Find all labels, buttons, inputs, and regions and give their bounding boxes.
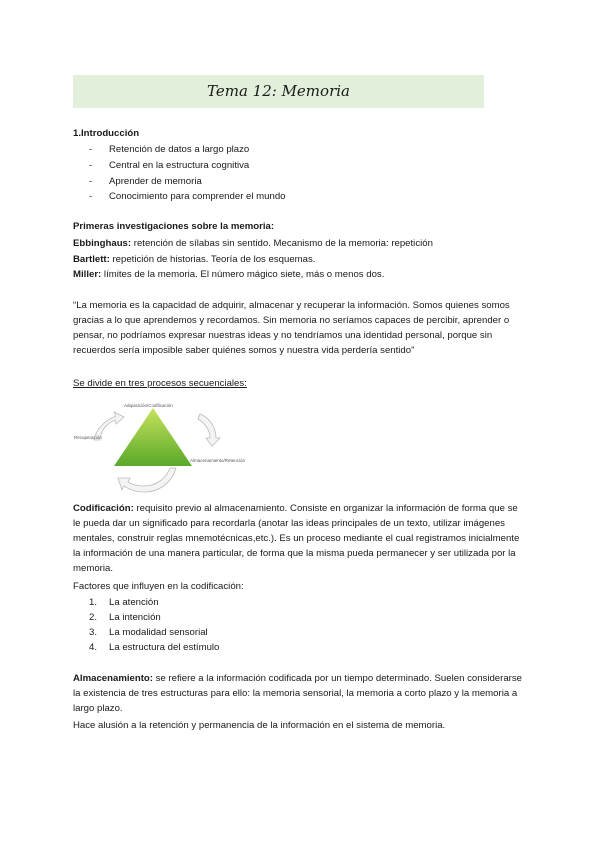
factor-number: 2.	[89, 612, 98, 623]
memoria-quote: “La memoria es la capacidad de adquirir, almacenar y recuperar la información. Somos quienes somos gracias a lo que aprendemos y recordamos. Sin memoria no seríamos capaces de percibir, aprender o pensar, no podríamos expresar nuestras ideas y no tendríamos una identidad personal, porque sin recuerdos sería imposible saber quiénes somos y nuestra vida perdería sentido”	[73, 300, 510, 356]
codificacion-paragraph	[73, 501, 523, 576]
author-name: Miller:	[73, 269, 102, 280]
procesos-diagram	[72, 398, 246, 494]
factor-item: La intención	[109, 612, 161, 623]
list-item: Central en la estructura cognitiva	[109, 160, 250, 171]
process-triangle	[114, 408, 192, 466]
almacenamiento-paragraph	[73, 671, 523, 716]
factor-number: 3.	[89, 627, 98, 638]
investigacion-ebbinghaus	[73, 237, 433, 251]
list-bullet: -	[89, 144, 93, 155]
list-item: Retención de datos a largo plazo	[109, 144, 250, 155]
investigaciones-heading: Primeras investigaciones sobre la memoria:	[73, 221, 275, 232]
almacenamiento-text: se refiere a la información codificada por un tiempo determinado. Suelen considerarse la existencia de tres estructuras para ello: la memoria sensorial, la memoria a corto plazo y la memoria a largo plazo.	[73, 673, 523, 714]
list-item: Aprender de memoria	[109, 176, 202, 187]
codificacion-text: requisito previo al almacenamiento. Consiste en organizar la información de forma que se le pueda dar un significado para recordarla (anotar las ideas principales de un texto, utilizar imágenes mentales, construir reglas mnemotécnicas,etc.). Es un proceso mediante el cual registramos inicialmente la información de una manera particular, de forma que la misma pueda permanecer y ser utilizada por la memoria.	[73, 503, 520, 574]
list-bullet: -	[89, 191, 93, 202]
intro-heading: 1.Introducción	[73, 128, 140, 139]
author-text: retención de sílabas sin sentido. Mecanismo de la memoria: repetición	[131, 238, 433, 249]
factores-heading: Factores que influyen en la codificación:	[73, 581, 244, 592]
diagram-label-codificacion: Adquisición/Codificación	[124, 403, 173, 408]
author-name: Bartlett:	[73, 254, 110, 265]
codificacion-term: Codificación:	[73, 503, 134, 514]
list-bullet: -	[89, 176, 93, 187]
procesos-diagram-graphic	[72, 398, 246, 494]
diagram-label-almacenamiento: Almacenamiento/Retención	[190, 458, 246, 463]
diagram-label-recuperacion: Recuperación	[74, 435, 102, 440]
author-text: límites de la memoria. El número mágico siete, más o menos dos.	[101, 269, 385, 280]
list-bullet: -	[89, 160, 93, 171]
factor-item: La atención	[109, 597, 159, 608]
investigacion-bartlett	[73, 253, 315, 267]
author-text: repetición de historias. Teoría de los esquemas.	[109, 254, 316, 265]
investigacion-miller	[73, 268, 384, 282]
page-title: Tema 12: Memoria	[207, 82, 350, 100]
list-item: Conocimiento para comprender el mundo	[109, 191, 286, 202]
cycle-arrow-bottom	[118, 468, 176, 492]
cycle-arrow-right	[198, 414, 220, 446]
factor-item: La estructura del estímulo	[109, 642, 220, 653]
factor-number: 1.	[89, 597, 98, 608]
title-box	[73, 75, 484, 108]
almacenamiento-term: Almacenamiento:	[73, 673, 153, 684]
factor-number: 4.	[89, 642, 98, 653]
factor-item: La modalidad sensorial	[109, 627, 208, 638]
almacenamiento-extra: Hace alusión a la retención y permanencia de la información en el sistema de memoria.	[73, 720, 446, 731]
author-name: Ebbinghaus:	[73, 238, 132, 249]
procesos-heading: Se divide en tres procesos secuenciales:	[73, 378, 247, 389]
